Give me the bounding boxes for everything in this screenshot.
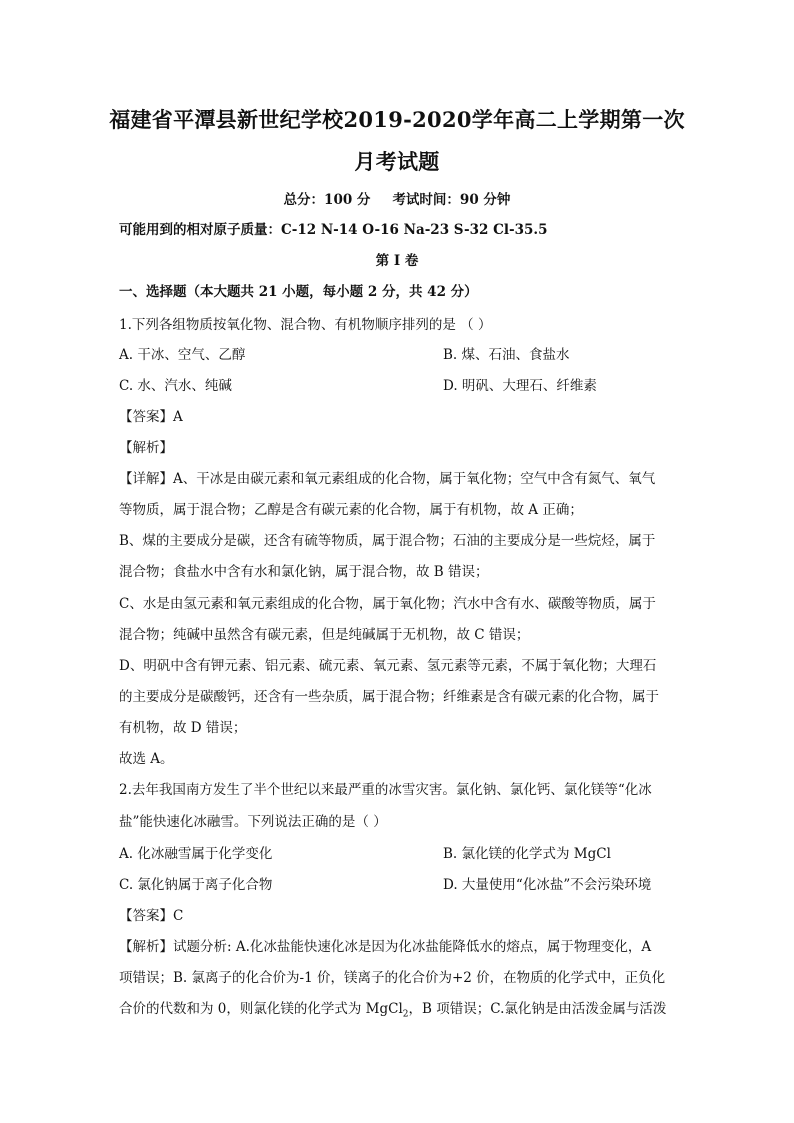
q1-detail-line: B、煤的主要成分是碳，还含有硫等物质，属于混合物；石油的主要成分是一些烷烃，属于 — [119, 533, 656, 549]
total-score: 总分：100 分 — [283, 192, 371, 208]
exam-info — [0, 188, 794, 208]
q1-option-c: C. 水、汽水、纯碱 — [119, 378, 232, 394]
q2-stem-line1: 2.去年我国南方发生了半个世纪以来最严重的冰雪灾害。氯化钠、氯化钙、氯化镁等“化冰 — [119, 782, 652, 798]
q2-option-c: C. 氯化钠属于离子化合物 — [119, 877, 273, 893]
q1-analysis-title: 【解析】 — [119, 440, 173, 456]
q1-detail-line: 混合物；纯碱中虽然含有碳元素，但是纯碱属于无机物，故 C 错误； — [119, 627, 530, 643]
q1-conclusion: 故选 A。 — [119, 751, 174, 767]
q1-detail-line: D、明矾中含有钾元素、铝元素、硫元素、氧元素、氢元素等元素，不属于氧化物；大理石 — [119, 658, 657, 674]
q1-stem: 1.下列各组物质按氧化物、混合物、有机物顺序排列的是 （ ） — [119, 317, 492, 333]
q2-analysis-text: ，B 项错误；C.氯化钠是由活泼金属与活泼 — [408, 1001, 667, 1017]
q1-option-b: B. 煤、石油、食盐水 — [443, 347, 570, 363]
subscript: 2 — [402, 1009, 409, 1020]
q1-detail-line: 等物质，属于混合物；乙醇是含有碳元素的化合物，属于有机物，故 A 正确； — [119, 502, 583, 518]
q1-option-a: A. 干冰、空气、乙醇 — [119, 347, 246, 363]
q2-stem-line2: 盐”能快速化冰融雪。下列说法正确的是（ ） — [119, 814, 387, 830]
q2-analysis-line — [119, 997, 666, 1020]
q1-option-d: D. 明矾、大理石、纤维素 — [443, 378, 597, 394]
q1-detail-line: C、水是由氢元素和氧元素组成的化合物，属于氧化物；汽水中含有水、碳酸等物质，属于 — [119, 596, 656, 612]
section-heading: 一、选择题（本大题共 21 小题，每小题 2 分，共 42 分） — [119, 284, 478, 300]
q1-answer: 【答案】A — [119, 409, 183, 425]
volume-label: 第 I 卷 — [375, 253, 419, 269]
q2-analysis-line: 【解析】试题分析: A.化冰盐能快速化冰是因为化冰盐能降低水的熔点，属于物理变化，A — [119, 939, 652, 955]
exam-time: 考试时间：90 分钟 — [392, 192, 511, 208]
q1-detail-line: 的主要成分是碳酸钙，还含有一些杂质，属于混合物；纤维素是含有碳元素的化合物，属于 — [119, 689, 659, 705]
q2-analysis-line: 项错误；B. 氯离子的化合价为-1 价，镁离子的化合价为+2 价，在物质的化学式中，正负化 — [119, 970, 666, 986]
atomic-mass-line: 可能用到的相对原子质量：C-12 N-14 O-16 Na-23 S-32 Cl-35.5 — [119, 222, 548, 238]
q2-option-d: D. 大量使用“化冰盐”不会污染环境 — [443, 877, 652, 893]
document-title-line1: 福建省平潭县新世纪学校2019-2020学年高二上学期第一次 — [109, 107, 685, 132]
q2-option-a: A. 化冰融雪属于化学变化 — [119, 846, 273, 862]
q1-detail-line: 有机物，故 D 错误； — [119, 720, 247, 736]
document-title-line2: 月考试题 — [354, 149, 440, 174]
q2-option-b: B. 氯化镁的化学式为 MgCl — [443, 846, 611, 862]
q2-analysis-text: 合价的代数和为 0，则氯化镁的化学式为 MgCl — [119, 1001, 403, 1017]
q1-detail-line: 【详解】A、干冰是由碳元素和氧元素组成的化合物，属于氧化物；空气中含有氮气、氧气 — [119, 471, 656, 487]
q2-answer: 【答案】C — [119, 908, 184, 924]
q1-detail-line: 混合物；食盐水中含有水和氯化钠，属于混合物，故 B 错误； — [119, 564, 489, 580]
